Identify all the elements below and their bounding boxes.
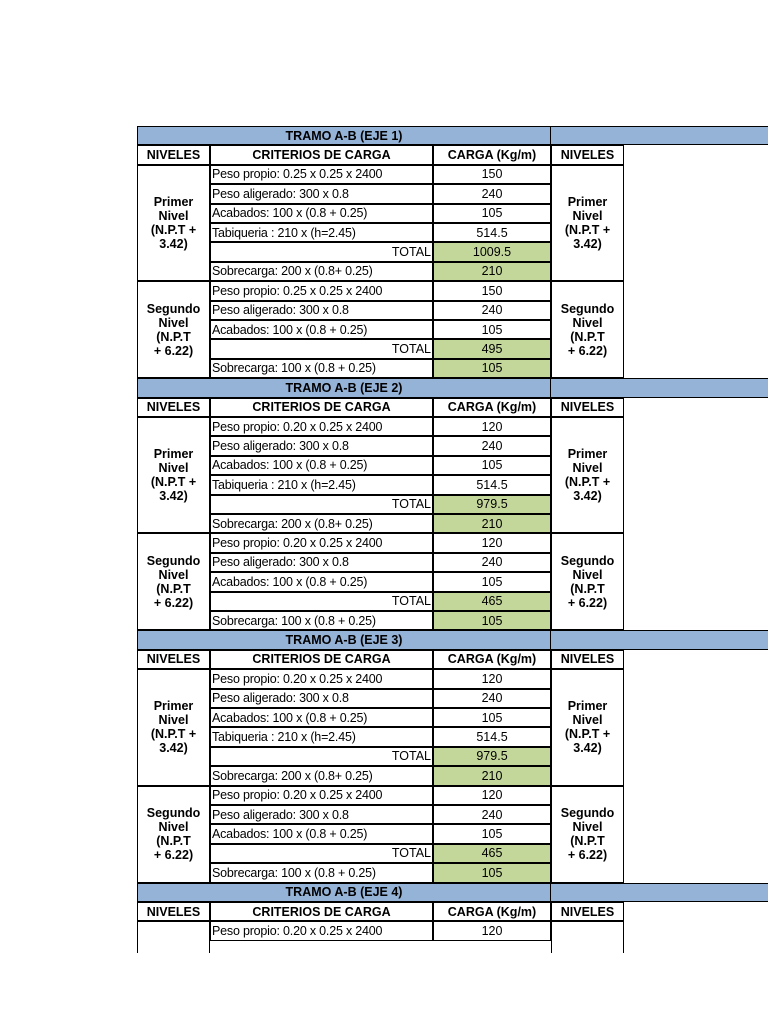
criterio-cell: Acabados: 100 x (0.8 + 0.25) [210, 708, 433, 727]
sobrecarga-cell: Sobrecarga: 100 x (0.8 + 0.25) [210, 863, 433, 882]
column-header-niveles-right: NIVELES [551, 145, 624, 164]
sobrecarga-cell: Sobrecarga: 200 x (0.8+ 0.25) [210, 766, 433, 785]
block-title-band-extension [551, 378, 768, 397]
level-label-line: 3.42) [159, 236, 188, 251]
carga-cell: 240 [433, 301, 551, 320]
carga-cell: 240 [433, 689, 551, 708]
level-label-line: + 6.22) [567, 595, 608, 610]
carga-cell: 105 [433, 456, 551, 475]
column-header-niveles: NIVELES [137, 902, 210, 921]
level-label-line: Segundo [560, 301, 615, 316]
carga-cell: 120 [433, 921, 551, 940]
level-cell-partial-right [551, 921, 624, 952]
level-label-line: Segundo [560, 806, 615, 821]
level-label-line: + 6.22) [153, 595, 194, 610]
criterio-cell: Acabados: 100 x (0.8 + 0.25) [210, 320, 433, 339]
level-cell-partial [137, 921, 210, 952]
sobrecarga-value: 210 [433, 766, 551, 785]
level-label-line: 3.42) [159, 489, 188, 504]
carga-cell: 105 [433, 708, 551, 727]
carga-cell: 120 [433, 417, 551, 436]
total-label: TOTAL [210, 242, 433, 261]
total-value: 465 [433, 844, 551, 863]
carga-cell: 514.5 [433, 223, 551, 242]
level-label-line: Segundo [146, 806, 201, 821]
column-header-criterios: CRITERIOS DE CARGA [210, 650, 433, 669]
total-value: 495 [433, 339, 551, 358]
level-label-line: Primer Nivel [153, 447, 194, 476]
criterio-cell: Peso aligerado: 300 x 0.8 [210, 553, 433, 572]
level-label-line: Nivel (N.P.T [156, 315, 191, 344]
carga-cell: 240 [433, 184, 551, 203]
level-cell-segundo [137, 786, 210, 883]
level-label-line: Nivel (N.P.T [156, 567, 191, 596]
total-label: TOTAL [210, 844, 433, 863]
sobrecarga-value: 105 [433, 611, 551, 630]
level-label-line: Segundo [146, 301, 201, 316]
level-cell-primer-right [551, 417, 624, 533]
level-label-line: 3.42) [573, 236, 602, 251]
carga-cell: 150 [433, 281, 551, 300]
criterio-cell: Tabiqueria : 210 x (h=2.45) [210, 223, 433, 242]
carga-cell: 120 [433, 786, 551, 805]
criterio-cell: Peso aligerado: 300 x 0.8 [210, 301, 433, 320]
level-cell-primer [137, 165, 210, 281]
sobrecarga-cell: Sobrecarga: 200 x (0.8+ 0.25) [210, 514, 433, 533]
column-header-niveles: NIVELES [137, 398, 210, 417]
block-title-band-extension [551, 126, 768, 145]
level-label-line: + 6.22) [153, 343, 194, 358]
level-cell-segundo [137, 281, 210, 378]
level-label-line: (N.P.T + [150, 727, 197, 742]
column-header-carga: CARGA (Kg/m) [433, 650, 551, 669]
criterio-cell: Peso propio: 0.20 x 0.25 x 2400 [210, 921, 433, 940]
carga-cell: 150 [433, 165, 551, 184]
carga-cell: 240 [433, 553, 551, 572]
criterio-cell: Acabados: 100 x (0.8 + 0.25) [210, 824, 433, 843]
level-label-line: (N.P.T + [564, 222, 611, 237]
column-header-criterios: CRITERIOS DE CARGA [210, 902, 433, 921]
carga-cell: 120 [433, 669, 551, 688]
criterio-cell: Peso aligerado: 300 x 0.8 [210, 805, 433, 824]
total-label: TOTAL [210, 747, 433, 766]
total-value: 979.5 [433, 747, 551, 766]
total-value: 465 [433, 592, 551, 611]
level-cell-segundo-right [551, 281, 624, 378]
sobrecarga-value: 210 [433, 514, 551, 533]
column-header-niveles-right: NIVELES [551, 398, 624, 417]
level-label-line: Primer Nivel [153, 699, 194, 728]
level-cell-primer [137, 417, 210, 533]
level-label-line: (N.P.T + [564, 727, 611, 742]
criterio-cell: Peso propio: 0.20 x 0.25 x 2400 [210, 417, 433, 436]
block-title: TRAMO A-B (EJE 1) [137, 126, 551, 145]
carga-cell: 120 [433, 533, 551, 552]
carga-cell: 240 [433, 436, 551, 455]
carga-cell: 514.5 [433, 727, 551, 746]
criterio-cell: Tabiqueria : 210 x (h=2.45) [210, 727, 433, 746]
criterio-cell: Peso aligerado: 300 x 0.8 [210, 184, 433, 203]
level-label-line: 3.42) [573, 741, 602, 756]
level-cell-segundo-right [551, 786, 624, 883]
criterio-cell: Peso propio: 0.25 x 0.25 x 2400 [210, 281, 433, 300]
criterio-cell: Peso aligerado: 300 x 0.8 [210, 436, 433, 455]
column-header-carga: CARGA (Kg/m) [433, 902, 551, 921]
criterio-cell: Peso aligerado: 300 x 0.8 [210, 689, 433, 708]
column-header-niveles: NIVELES [137, 650, 210, 669]
criterio-cell: Tabiqueria : 210 x (h=2.45) [210, 475, 433, 494]
block-title: TRAMO A-B (EJE 3) [137, 630, 551, 649]
level-cell-primer-right [551, 165, 624, 281]
sobrecarga-value: 210 [433, 262, 551, 281]
criterio-cell: Acabados: 100 x (0.8 + 0.25) [210, 456, 433, 475]
total-value: 1009.5 [433, 242, 551, 261]
level-cell-primer [137, 669, 210, 785]
total-value: 979.5 [433, 495, 551, 514]
criterio-cell: Peso propio: 0.20 x 0.25 x 2400 [210, 669, 433, 688]
criterio-cell: Peso propio: 0.25 x 0.25 x 2400 [210, 165, 433, 184]
level-label-line: Primer Nivel [153, 194, 194, 223]
level-label-line: (N.P.T + [150, 475, 197, 490]
criterio-cell: Acabados: 100 x (0.8 + 0.25) [210, 204, 433, 223]
level-label-line: 3.42) [159, 741, 188, 756]
level-label-line: Nivel (N.P.T [570, 820, 605, 849]
level-label-line: (N.P.T + [564, 475, 611, 490]
criterio-cell: Peso propio: 0.20 x 0.25 x 2400 [210, 533, 433, 552]
column-header-criterios: CRITERIOS DE CARGA [210, 145, 433, 164]
level-label-line: Primer Nivel [567, 194, 608, 223]
level-cell-segundo [137, 533, 210, 630]
sobrecarga-value: 105 [433, 863, 551, 882]
block-title: TRAMO A-B (EJE 4) [137, 883, 551, 902]
carga-cell: 105 [433, 320, 551, 339]
carga-cell: 105 [433, 824, 551, 843]
level-label-line: Nivel (N.P.T [570, 315, 605, 344]
level-label-line: (N.P.T + [150, 222, 197, 237]
column-header-niveles-right: NIVELES [551, 650, 624, 669]
level-label-line: + 6.22) [153, 848, 194, 863]
column-header-criterios: CRITERIOS DE CARGA [210, 398, 433, 417]
block-title-band-extension [551, 883, 768, 902]
column-header-carga: CARGA (Kg/m) [433, 145, 551, 164]
level-label-line: Primer Nivel [567, 699, 608, 728]
level-label-line: Nivel (N.P.T [570, 567, 605, 596]
carga-cell: 514.5 [433, 475, 551, 494]
criterio-cell: Acabados: 100 x (0.8 + 0.25) [210, 572, 433, 591]
level-cell-primer-right [551, 669, 624, 785]
total-label: TOTAL [210, 592, 433, 611]
carga-cell: 105 [433, 204, 551, 223]
level-label-line: + 6.22) [567, 848, 608, 863]
sobrecarga-value: 105 [433, 359, 551, 378]
level-label-line: Nivel (N.P.T [156, 820, 191, 849]
sobrecarga-cell: Sobrecarga: 100 x (0.8 + 0.25) [210, 611, 433, 630]
carga-cell: 240 [433, 805, 551, 824]
criterio-cell: Peso propio: 0.20 x 0.25 x 2400 [210, 786, 433, 805]
block-title: TRAMO A-B (EJE 2) [137, 378, 551, 397]
level-label-line: Segundo [146, 553, 201, 568]
sobrecarga-cell: Sobrecarga: 100 x (0.8 + 0.25) [210, 359, 433, 378]
level-label-line: Segundo [560, 553, 615, 568]
column-header-carga: CARGA (Kg/m) [433, 398, 551, 417]
level-label-line: 3.42) [573, 489, 602, 504]
carga-cell: 105 [433, 572, 551, 591]
level-label-line: + 6.22) [567, 343, 608, 358]
block-title-band-extension [551, 630, 768, 649]
total-label: TOTAL [210, 339, 433, 358]
level-label-line: Primer Nivel [567, 447, 608, 476]
sobrecarga-cell: Sobrecarga: 200 x (0.8+ 0.25) [210, 262, 433, 281]
column-header-niveles-right: NIVELES [551, 902, 624, 921]
level-cell-segundo-right [551, 533, 624, 630]
column-header-niveles: NIVELES [137, 145, 210, 164]
total-label: TOTAL [210, 495, 433, 514]
